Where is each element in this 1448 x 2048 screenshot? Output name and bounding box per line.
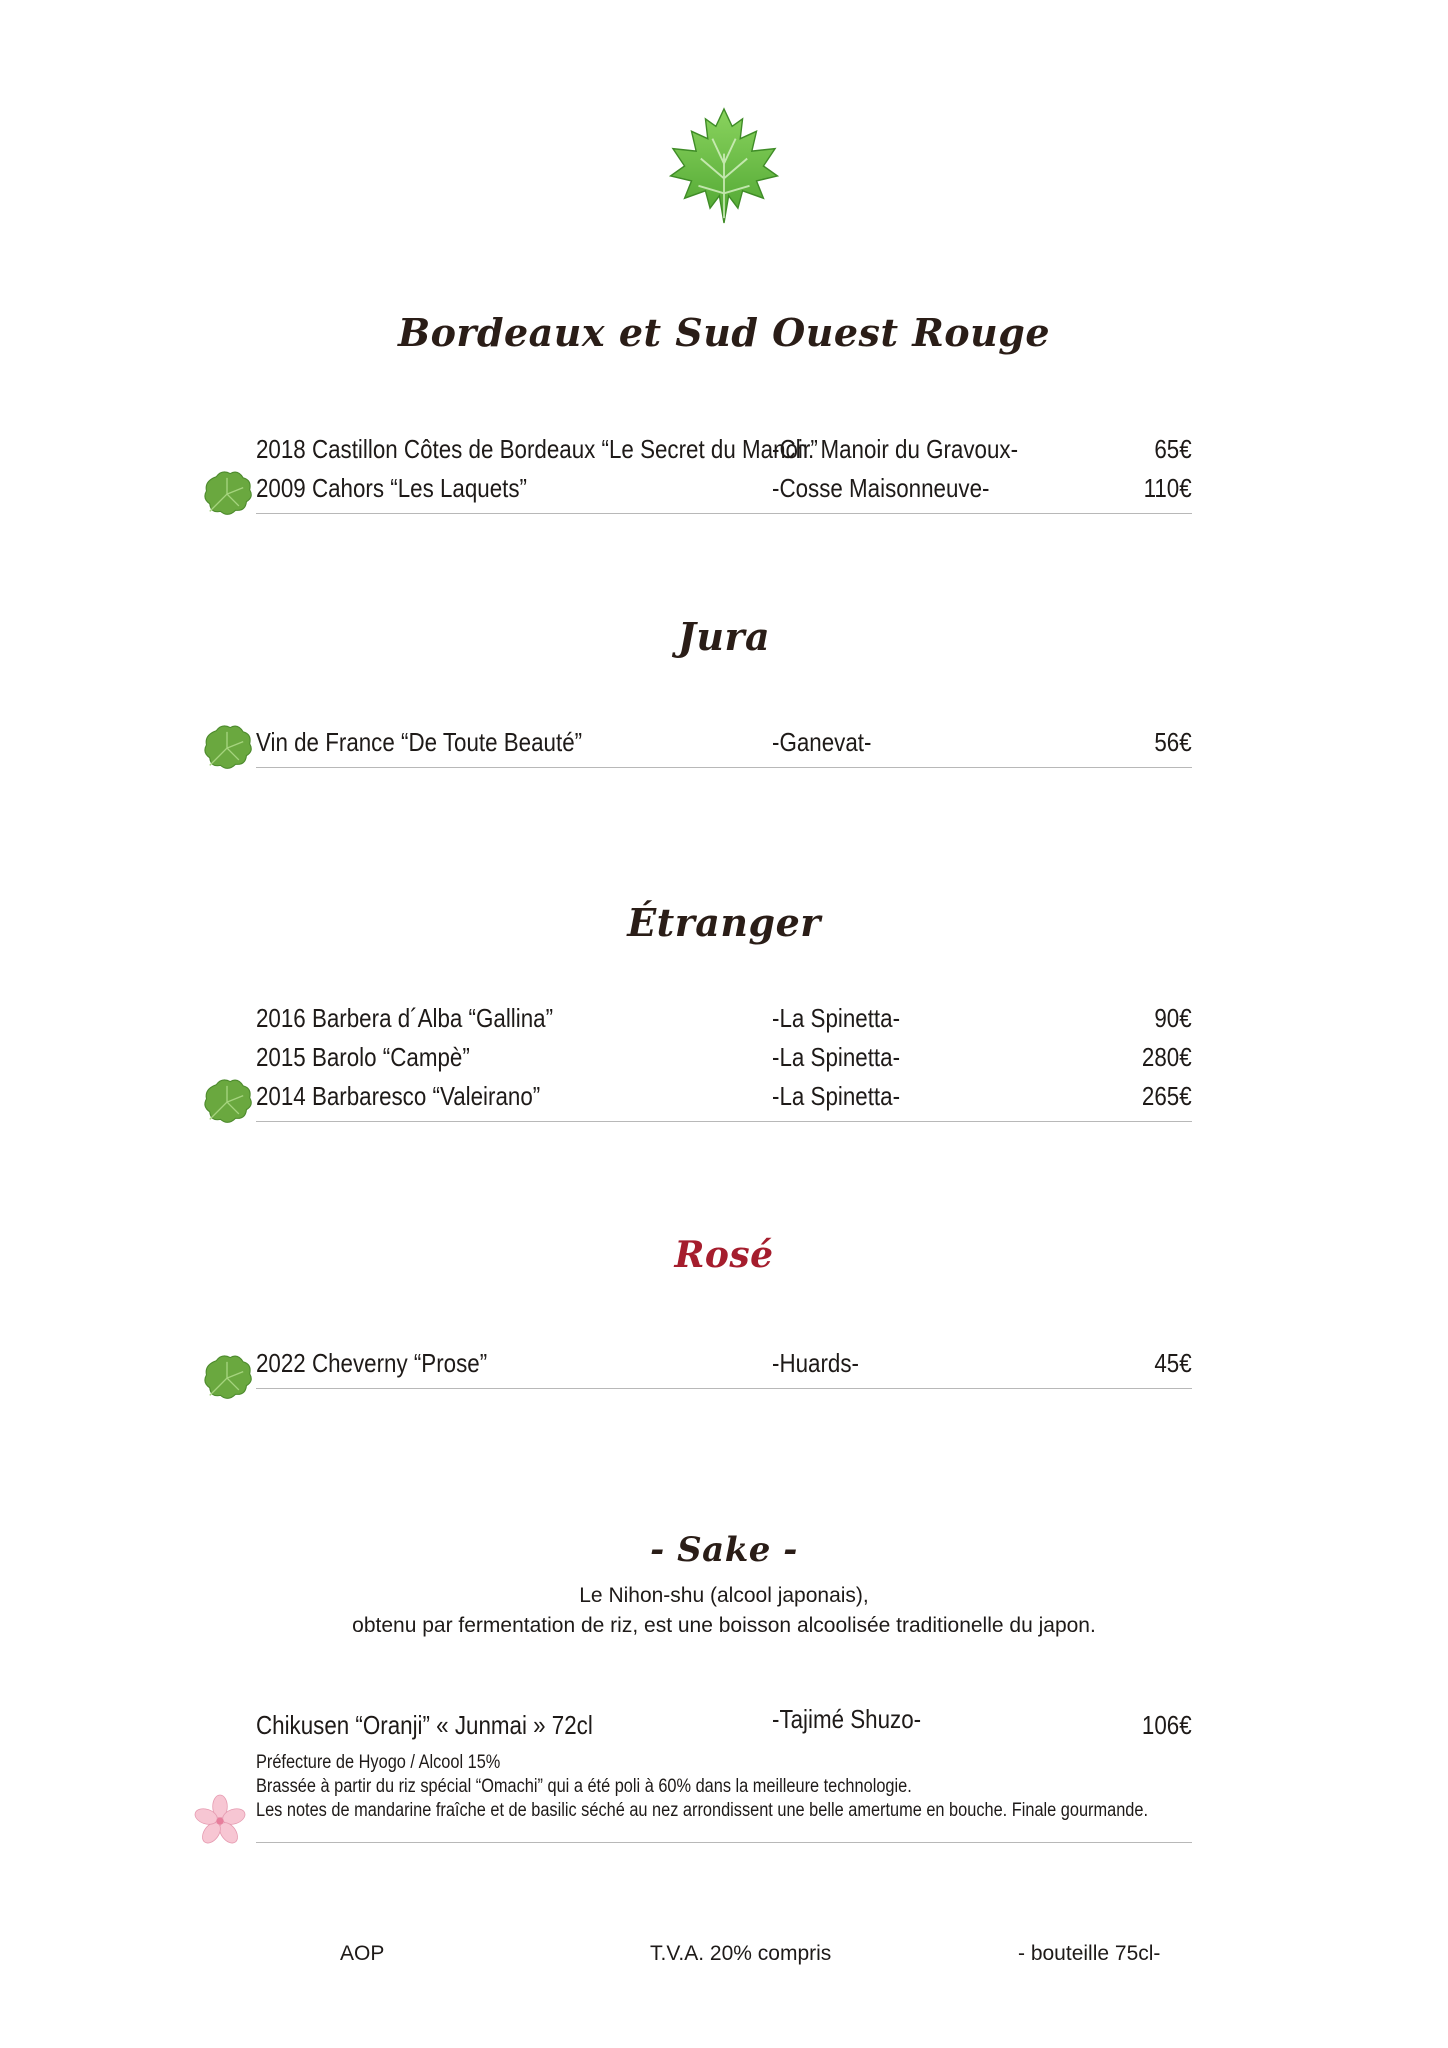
sake-intro-line: Le Nihon-shu (alcool japonais), [579, 1584, 869, 1607]
section-divider [256, 1388, 1192, 1389]
grape-leaf-icon [200, 1350, 254, 1404]
wine-price: 90€ [1154, 1003, 1192, 1033]
grape-leaf-icon [200, 1074, 254, 1128]
grape-leaf-icon [200, 720, 254, 774]
section-title-bordeaux: Bordeaux et Sud Ouest Rouge [397, 310, 1051, 355]
wine-producer: -La Spinetta- [772, 1081, 901, 1111]
wine-name: 2014 Barbaresco “Valeirano” [256, 1081, 541, 1111]
wine-row [256, 473, 1192, 513]
wine-row [256, 1348, 1192, 1388]
wine-producer: -Cosse Maisonneuve- [772, 473, 990, 503]
cherry-blossom-icon [192, 1794, 248, 1846]
footer-tva: T.V.A. 20% compris [650, 1942, 832, 1965]
footer-aop: AOP [340, 1942, 385, 1965]
wine-price: 56€ [1154, 727, 1192, 757]
wine-price: 265€ [1141, 1081, 1192, 1111]
wine-name: 2022 Cheverny “Prose” [256, 1348, 488, 1378]
wine-row [256, 1042, 1192, 1082]
grape-leaf-icon [200, 466, 254, 520]
wine-name: 2009 Cahors “Les Laquets” [256, 473, 527, 503]
wine-producer: -Ch. Manoir du Gravoux- [772, 434, 1019, 464]
sake-detail: Brassée à partir du riz spécial “Omachi” qui a été poli à 60% dans la meilleure technologie. [256, 1776, 912, 1797]
section-divider [256, 513, 1192, 514]
wine-row [256, 1081, 1192, 1121]
wine-producer: -Ganevat- [772, 727, 872, 757]
wine-row [256, 1003, 1192, 1043]
wine-producer: -La Spinetta- [772, 1003, 901, 1033]
section-title-jura: Jura [677, 614, 771, 659]
sake-detail: Les notes de mandarine fraîche et de basilic séché au nez arrondissent une belle amertume en bouche. Finale gourmande. [256, 1800, 1148, 1821]
sake-price: 106€ [1141, 1710, 1192, 1740]
section-divider [256, 1842, 1192, 1843]
wine-producer: -La Spinetta- [772, 1042, 901, 1072]
wine-name: Vin de France “De Toute Beauté” [256, 727, 583, 757]
section-title-etranger: Étranger [627, 900, 821, 945]
wine-name: 2015 Barolo “Campè” [256, 1042, 470, 1072]
section-divider [256, 767, 1192, 768]
section-divider [256, 1121, 1192, 1122]
footer-bottle-size: - bouteille 75cl- [1018, 1942, 1161, 1965]
wine-price: 110€ [1143, 473, 1192, 503]
wine-price: 45€ [1154, 1348, 1192, 1378]
section-title-sake: - Sake - [650, 1530, 798, 1570]
sake-producer: -Tajimé Shuzo- [772, 1704, 922, 1734]
sake-name: Chikusen “Oranji” « Junmai » 72cl [256, 1710, 593, 1740]
wine-name: 2018 Castillon Côtes de Bordeaux “Le Secret du Manoir” [256, 434, 818, 464]
sake-row [256, 1704, 1192, 1750]
sake-detail: Préfecture de Hyogo / Alcool 15% [256, 1752, 501, 1773]
grape-leaf-icon [666, 104, 782, 228]
sake-intro-line: obtenu par fermentation de riz, est une boisson alcoolisée traditionelle du japon. [352, 1614, 1096, 1637]
section-title-rose: Rosé [674, 1234, 774, 1276]
wine-row [256, 727, 1192, 767]
wine-name: 2016 Barbera d´Alba “Gallina” [256, 1003, 554, 1033]
wine-price: 65€ [1154, 434, 1192, 464]
wine-producer: -Huards- [772, 1348, 859, 1378]
wine-row [256, 434, 1192, 474]
wine-price: 280€ [1141, 1042, 1192, 1072]
